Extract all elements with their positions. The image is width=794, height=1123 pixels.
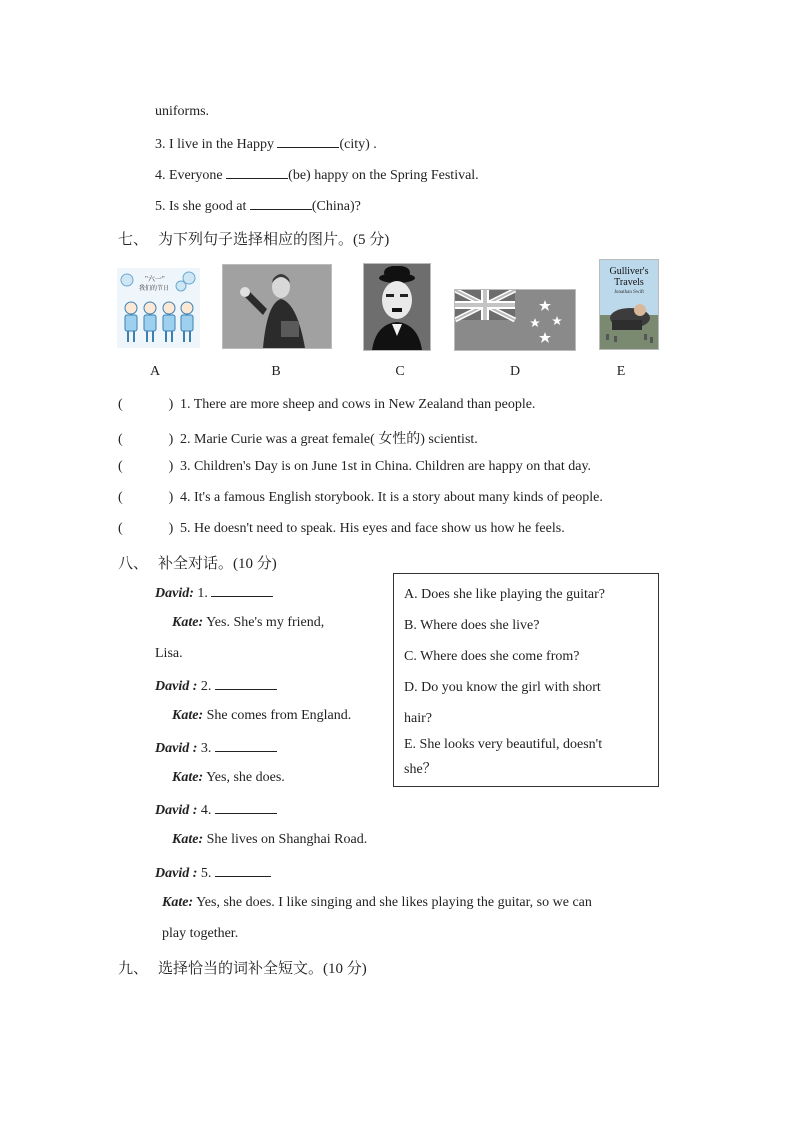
speaker-kate: Kate: bbox=[172, 832, 204, 847]
section-7-heading bbox=[118, 228, 389, 249]
section-number: 八、 bbox=[118, 556, 149, 572]
item-text: 2. Marie Curie was a great female( 女性的) scientist. bbox=[180, 432, 478, 447]
option-b: B. Where does she live? bbox=[404, 618, 540, 633]
woman-photo bbox=[223, 265, 331, 348]
item-text: 1. There are more sheep and cows in New Zealand than people. bbox=[180, 397, 536, 412]
answer-paren[interactable]: ( ) bbox=[118, 490, 174, 505]
section-8-heading bbox=[118, 552, 277, 573]
answer-blank[interactable] bbox=[250, 197, 312, 210]
options-box bbox=[393, 573, 659, 787]
dialogue-line-1 bbox=[155, 584, 273, 602]
dialogue-text: 3. bbox=[200, 741, 215, 756]
dialogue-line-4 bbox=[172, 708, 351, 724]
actor-portrait bbox=[364, 264, 430, 350]
dialogue-text: Yes. She's my friend, bbox=[206, 615, 325, 630]
flag-icon bbox=[455, 290, 575, 350]
option-e: E. She looks very beautiful, doesn't bbox=[404, 737, 603, 752]
dialogue-text: 1. bbox=[197, 586, 212, 601]
answer-blank[interactable] bbox=[226, 166, 288, 179]
dialogue-text: Yes, she does. bbox=[206, 770, 285, 785]
matching-item-3 bbox=[118, 459, 591, 475]
dialogue-text: 4. bbox=[200, 803, 215, 818]
picture-letter-b: B bbox=[271, 364, 281, 379]
option-c: C. Where does she come from? bbox=[404, 649, 580, 664]
line-uniforms: uniforms. bbox=[155, 104, 210, 119]
speaker-kate: Kate: bbox=[162, 895, 194, 910]
matching-item-4 bbox=[118, 490, 603, 506]
picture-caption: "六一" bbox=[145, 275, 165, 283]
picture-d-flag[interactable] bbox=[454, 289, 576, 351]
section-title: 补全对话。(10 分) bbox=[158, 556, 277, 572]
picture-letter-d: D bbox=[509, 364, 521, 379]
speaker-david: David : bbox=[155, 866, 198, 881]
answer-blank[interactable] bbox=[211, 584, 273, 597]
dialogue-line-3 bbox=[155, 677, 277, 695]
question-hint: (China)? bbox=[311, 199, 361, 214]
section-9-heading bbox=[118, 957, 367, 978]
dialogue-line-7 bbox=[155, 801, 277, 819]
speaker-kate: Kate: bbox=[172, 770, 204, 785]
answer-blank[interactable] bbox=[215, 801, 277, 814]
answer-paren[interactable]: ( ) bbox=[118, 432, 174, 447]
dialogue-line-10 bbox=[162, 895, 592, 911]
option-a: A. Does she like playing the guitar? bbox=[404, 587, 606, 602]
item-text: 5. He doesn't need to speak. His eyes and face show us how he feels. bbox=[180, 521, 565, 536]
question-text: 3. I live in the Happy bbox=[155, 137, 278, 152]
question-6-5 bbox=[155, 197, 361, 215]
answer-blank[interactable] bbox=[215, 739, 277, 752]
matching-item-2 bbox=[118, 428, 478, 448]
dialogue-text: 5. bbox=[200, 866, 215, 881]
dialogue-text: She comes from England. bbox=[206, 708, 352, 723]
answer-blank[interactable] bbox=[277, 135, 339, 148]
section-number: 七、 bbox=[118, 232, 149, 248]
answer-paren[interactable]: ( ) bbox=[118, 521, 174, 536]
section-title: 为下列句子选择相应的图片。(5 分) bbox=[158, 232, 390, 248]
option-e-cont: she？ bbox=[404, 762, 437, 777]
picture-b-marie-curie[interactable] bbox=[222, 264, 332, 349]
picture-letter-a: A bbox=[149, 364, 161, 379]
dialogue-line-2-cont: Lisa. bbox=[155, 646, 183, 661]
question-text: 5. Is she good at bbox=[155, 199, 250, 214]
item-text: 4. It's a famous English storybook. It is a story about many kinds of people. bbox=[180, 490, 603, 505]
item-text: 3. Children's Day is on June 1st in China. Children are happy on that day. bbox=[180, 459, 592, 474]
question-6-4 bbox=[155, 166, 479, 184]
dialogue-text: Yes, she does. I like singing and she likes playing the guitar, so we can bbox=[196, 895, 592, 910]
picture-caption-sub: 我们的节日 bbox=[139, 286, 170, 292]
section-number: 九、 bbox=[118, 961, 149, 977]
matching-item-1 bbox=[118, 397, 535, 413]
dialogue-line-9 bbox=[155, 864, 271, 882]
picture-c-silent-actor[interactable] bbox=[363, 263, 431, 351]
dialogue-line-6 bbox=[172, 770, 285, 786]
speaker-kate: Kate: bbox=[172, 615, 204, 630]
speaker-david: David : bbox=[155, 741, 198, 756]
question-6-3 bbox=[155, 135, 377, 153]
answer-blank[interactable] bbox=[215, 864, 271, 877]
option-d: D. Do you know the girl with short bbox=[404, 680, 601, 695]
matching-item-5 bbox=[118, 521, 565, 537]
dialogue-text: She lives on Shanghai Road. bbox=[206, 832, 368, 847]
question-hint: (be) happy on the Spring Festival. bbox=[288, 168, 479, 183]
dialogue-line-10-cont: play together. bbox=[162, 926, 239, 941]
book-title: Gulliver's Travels bbox=[609, 266, 649, 288]
speaker-david: David : bbox=[155, 679, 198, 694]
dialogue-line-5 bbox=[155, 739, 277, 757]
dialogue-line-2 bbox=[172, 615, 324, 631]
answer-blank[interactable] bbox=[215, 677, 277, 690]
answer-paren[interactable]: ( ) bbox=[118, 459, 174, 474]
question-hint: (city) . bbox=[339, 137, 377, 152]
option-d-cont: hair? bbox=[404, 711, 432, 726]
section-title: 选择恰当的词补全短文。(10 分) bbox=[158, 961, 367, 977]
dialogue-line-8 bbox=[172, 832, 367, 848]
picture-letter-e: E bbox=[616, 364, 626, 379]
question-text: 4. Everyone bbox=[155, 168, 227, 183]
answer-paren[interactable]: ( ) bbox=[118, 397, 174, 412]
book-author: Jonathan Swift bbox=[614, 290, 644, 295]
picture-letter-c: C bbox=[395, 364, 405, 379]
dialogue-text: 2. bbox=[200, 679, 215, 694]
speaker-david: David : bbox=[155, 803, 198, 818]
picture-a-childrens-day[interactable] bbox=[117, 268, 200, 348]
speaker-david: David: bbox=[155, 586, 194, 601]
picture-e-book-cover[interactable] bbox=[599, 259, 659, 350]
speaker-kate: Kate: bbox=[172, 708, 204, 723]
